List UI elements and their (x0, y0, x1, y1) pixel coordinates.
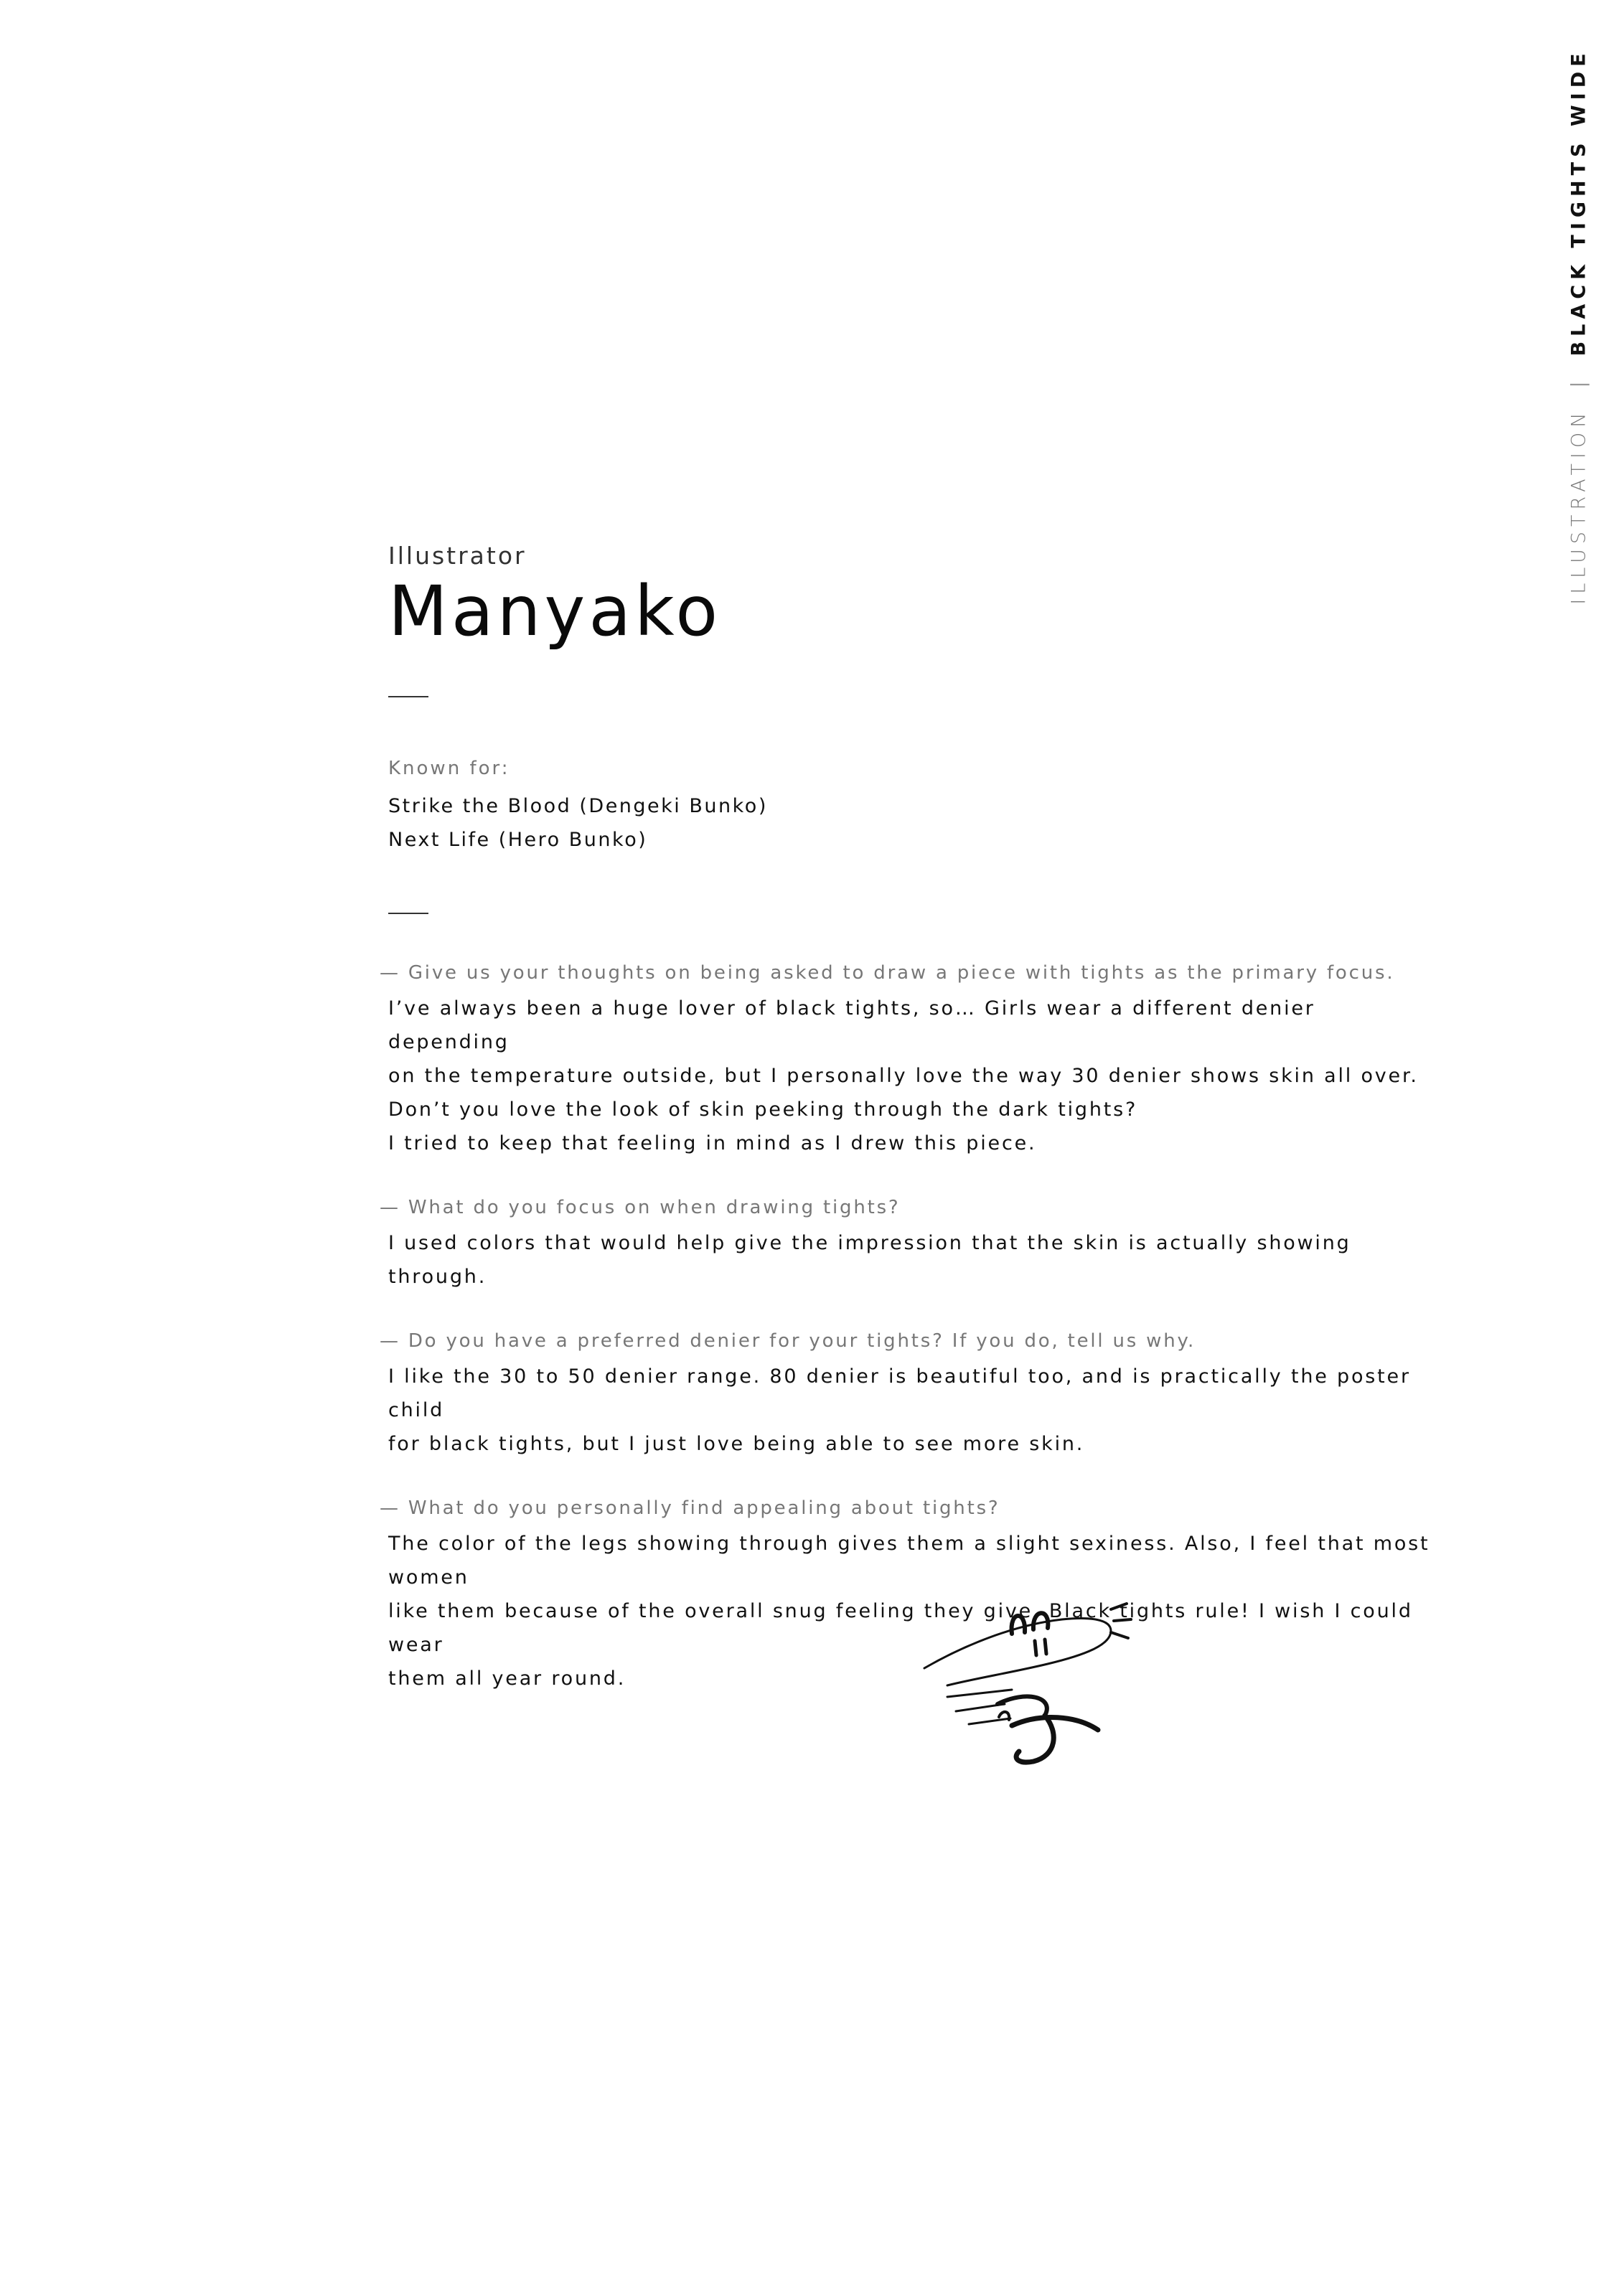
question: — What do you focus on when drawing tights? (380, 1196, 901, 1218)
answer (388, 1226, 1443, 1294)
artist-name: Manyako (388, 571, 722, 651)
answer (388, 1360, 1443, 1461)
signature-cat-doodle-icon (919, 1589, 1148, 1776)
answer-line: I tried to keep that feeling in mind as I drew this piece. (388, 1131, 1037, 1154)
known-for-label: Known for: (388, 757, 510, 779)
known-for-item: Next Life (Hero Bunko) (388, 828, 648, 851)
qa-item (380, 959, 1443, 1160)
question: — What do you personally find appealing about tights? (380, 1497, 1000, 1519)
series-title: BLACK TIGHTS WIDE (1567, 48, 1590, 357)
answer-line: on the temperature outside, but I personally love the way 30 denier shows skin all over. (388, 1064, 1419, 1087)
divider (388, 696, 428, 697)
section-separator: | (1567, 376, 1590, 388)
vertical-section-label (1557, 50, 1600, 603)
answer-line: like them because of the overall snug feeling they give. Black tights rule! I wish I could wear (388, 1599, 1413, 1656)
qa-item (380, 1327, 1443, 1461)
section-label: ILLUSTRATION (1567, 408, 1590, 605)
answer (388, 992, 1443, 1160)
answer-line: for black tights, but I just love being able to see more skin. (388, 1432, 1085, 1455)
interview (380, 959, 1443, 1695)
artist-role: Illustrator (388, 542, 527, 570)
answer-line: I used colors that would help give the impression that the skin is actually showing through. (388, 1231, 1351, 1288)
answer-line: I like the 30 to 50 denier range. 80 denier is beautiful too, and is practically the poster child (388, 1365, 1411, 1421)
answer-line: Don’t you love the look of skin peeking through the dark tights? (388, 1098, 1138, 1121)
artist-profile (380, 542, 1443, 1728)
answer-line: I’ve always been a huge lover of black tights, so… Girls wear a different denier depending (388, 997, 1315, 1053)
answer-line: them all year round. (388, 1667, 626, 1690)
question: — Give us your thoughts on being asked to draw a piece with tights as the primary focus. (380, 961, 1395, 984)
known-for-item: Strike the Blood (Dengeki Bunko) (388, 794, 768, 817)
answer (388, 1527, 1443, 1695)
qa-item (380, 1193, 1443, 1294)
known-for-list (388, 789, 1443, 857)
divider (388, 913, 428, 914)
qa-item (380, 1494, 1443, 1695)
answer-line: The color of the legs showing through gives them a slight sexiness. Also, I feel that most women (388, 1532, 1430, 1589)
question: — Do you have a preferred denier for your tights? If you do, tell us why. (380, 1330, 1196, 1352)
